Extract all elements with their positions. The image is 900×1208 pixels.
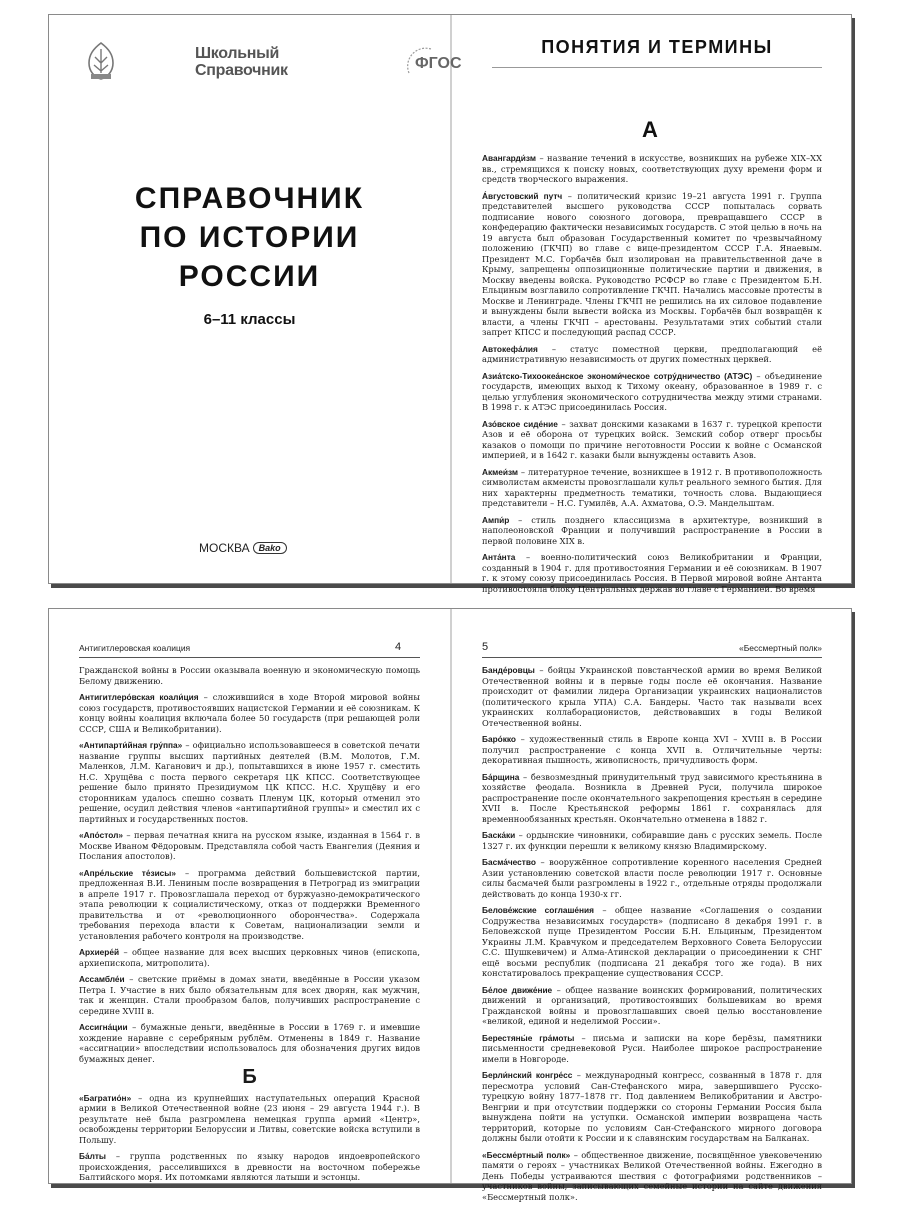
- entry-term: Акмеи́зм: [482, 466, 519, 477]
- grades-label: 6–11 классы: [203, 311, 296, 328]
- title-line-3: РОССИИ: [178, 260, 321, 293]
- entry-term: Берестяны́е гра́моты: [482, 1032, 575, 1043]
- entry-term: «Апре́льские те́зисы»: [79, 867, 176, 878]
- entry-term: «Антипарти́йная гру́ппа»: [79, 740, 183, 750]
- title-line-2: ПО ИСТОРИИ: [139, 221, 360, 254]
- entries-a: [79, 692, 420, 1064]
- book-title: [49, 179, 450, 296]
- section-heading: ПОНЯТИЯ И ТЕРМИНЫ: [492, 37, 822, 68]
- page-number: 4: [395, 641, 402, 653]
- entry-term: Ассамбле́и: [79, 974, 125, 984]
- section-letter: Б: [242, 1066, 257, 1088]
- logo-school-line2: Справочник: [195, 62, 288, 79]
- running-head: «Бессмертный полк»: [739, 643, 822, 653]
- entry-definition: – первая печатная книга на русском языке, изданная в 1564 г. в Москве Иваном Фёдоровым. Представляла собой часть Евангелия (Деяния и Послания апостолов).: [79, 830, 420, 861]
- top-spread: [48, 14, 852, 594]
- entry-term: Антигитлеро́вская коали́ция: [79, 692, 199, 702]
- entry-definition: – группа родственных по языку народов индоевропейского происхождения, расселившихся в древности на восточном побережье Балтийского моря. Их потомками являются латыши и эстонцы.: [79, 1151, 420, 1182]
- entry-term: Автокефа́лия: [482, 343, 538, 354]
- glossary-entry: [482, 985, 822, 1027]
- entry-definition: – название течений в искусстве, возникших на рубеже XIX–XX вв., стремящихся к поиску новых, соответствующих духу времени форм и средств творческого выражения.: [482, 153, 822, 184]
- entry-definition: – официально использовавшееся в советской печати название группы высших партийных деятелей (В.М. Молотов, Г.М. Маленков, Л.М. Каганович и др.), попытавшихся в июне 1957 г. сместить Н.С. Хрущёва с поста первого секретаря ЦК КПСС. Соответствующее решение было принято Президиумом ЦК КПСС. Н.С. Хрущёву и его сторонникам удалось спешно созвать Пленум ЦК, который отменил это решение, осудил действия членов «антипартийной группы» и сместил их с партийных и государственных постов.: [79, 740, 420, 824]
- section-letter: А: [642, 117, 658, 142]
- entry-definition: – художественный стиль в Европе конца XVI – XVIII в. В России получил распространение с конца XVII в. Отличительные черты: декоративная пышность, живописность, причудливость форм.: [482, 734, 822, 765]
- entries-list: [79, 665, 420, 1189]
- glossary-entry: [482, 515, 822, 547]
- entry-definition: – программа действий большевистской партии, предложенная В.И. Лениным после возвращения в Петроград из эмиграции в апреле 1917 г. Провозглашала переход от буржуазно-демократического этапа революции к социалистическому, отказ от поддержки Временного правительства и от «революционного оборончества». Содержала требования перехода власти к Советам, национализации земли и установления рабочего контроля на производстве.: [79, 867, 420, 941]
- title-line-1: СПРАВОЧНИК: [134, 182, 365, 215]
- entry-definition: – общее название воинских формирований, политических движений и организаций, противостоявших большевикам во время Гражданской войны и провозглашавших своей целью восстановление «великой, единой и неделимой России».: [482, 984, 822, 1026]
- entry-term: Ампи́р: [482, 514, 510, 525]
- entry-definition: – сложившийся в ходе Второй мировой войны союз государств, противостоявших нацистской Германии и её союзникам. К концу войны коалиция включала более 50 государств (при решающей роли СССР, США и Великобритании).: [79, 692, 420, 734]
- entry-term: Бе́лое движе́ние: [482, 984, 553, 995]
- glossary-entry: [79, 947, 420, 968]
- publisher: [199, 541, 287, 555]
- entry-definition: – вооружённое сопротивление коренного населения Средней Азии установлению советской власти после революции 1917 г. Основные силы басмачей были разгромлены в 1922 г., отдельные отряды продолжали действовать до конца 1930-х гг.: [482, 857, 822, 899]
- entry-definition: – статус поместной церкви, предполагающий её административную независимость от других поместных церквей.: [482, 343, 822, 364]
- continuation-text: Гражданской войны в России оказывала военную и экономическую помощь Белому движению.: [79, 665, 420, 686]
- glossary-entry: [482, 1150, 822, 1203]
- terms-page: [452, 15, 852, 594]
- entry-term: Ба́рщина: [482, 771, 520, 782]
- entry-definition: – политический кризис 19–21 августа 1991 г. Группа представителей высшего руководства СССР попыталась сорвать подписание нового союзного договора, превращавшего СССР в конфедерацию фактически независимых государств. С этой целью в ночь на 19 августа был образован Государственный комитет по чрезвычайному положению (ГКЧП) во главе с вице-президентом СССР Г.А. Янаевым. Президент М.С. Горбачёв был изолирован на правительственной даче в Крыму, запрещены оппозиционные политические партии и движения, в Москву введены войска. Руководство РСФСР во главе с Президентом Б.Н. Ельциным возглавило сопротивление ГКЧП. Начались массовые протесты в Москве и Ленинграде. Члены ГКЧП не решились на их силовое подавление и вынуждены были вывести войска из Москвы. Горбачёв был возвращён к власти, а члены ГКЧП – арестованы. Результатами этих событий стали запрет КПСС и последующий распад СССР.: [482, 190, 823, 337]
- entry-definition: – письма и записки на коре берёзы, памятники письменности средневековой Руси. Наиболее широкое распространение имели в Новгороде.: [482, 1032, 822, 1064]
- entry-definition: – общественное движение, посвящённое увековечению памяти о героях – участниках Великой Отечественной войны. Ежегодно в День Победы устраиваются шествия с фотографиями родственников – участников войны, записывающих семейные истории на сайте движения «Бессмертный полк».: [482, 1149, 823, 1202]
- glossary-entry: [79, 974, 420, 1016]
- entry-term: Банде́ровцы: [482, 665, 535, 675]
- entry-term: Авангарди́зм: [482, 153, 536, 163]
- cover-page: [49, 15, 462, 583]
- entry-definition: – военно-политический союз Великобритании и Франции, созданный в 1904 г. для противостояния Германии и её союзникам. В 1907 г. к этому союзу присоединилась Россия. В Первой мировой войне Антанта противостояла блоку Центральных держав во главе с Германией. Во время: [482, 552, 822, 594]
- glossary-entry: [482, 1033, 822, 1065]
- entry-term: Белове́жские соглаше́ния: [482, 905, 594, 915]
- bottom-spread: [48, 608, 852, 1202]
- entries-b: [79, 1093, 420, 1183]
- running-head-rule: [482, 657, 822, 658]
- entry-definition: – общее название «Соглашения о создании Содружества независимых государств» (подписано 8 декабря 1991 г. в Беловежской пуще Президентом России Б.Н. Ельциным, Президентом Украины Л.М. Кравчуком и председателем Верховного Совета Белоруссии С.С. Шушкевичем) и Алма-Атинской декларации о присоединении к СНГ ещё восьми республик (подписана 21 декабря того же года). В них констатировалось прекращение существования СССР.: [482, 905, 822, 978]
- glossary-entry: [482, 1070, 822, 1144]
- entry-definition: – литературное течение, возникшее в 1912 г. В противоположность символистам акмеисты провозглашали культ реального земного бытия. Для них характерны предметность тематики, точность слова. Выдающиеся представители – Н.С. Гумилёв, А.А. Ахматова, О.Э. Мандельштам.: [482, 466, 822, 508]
- glossary-entry: [482, 419, 822, 461]
- glossary-entry: [482, 734, 822, 766]
- entry-definition: – международный конгресс, созванный в 1878 г. для пересмотра условий Сан-Стефанского мира, завершившего Русско-турецкую войну 1877–1878 гг. Под давлением Великобритании и Австро-Венгрии и при отсутствии поддержки со стороны Германии Россия была вынуждена пойти на уступки. Османской империи возвращена часть территорий, которые по условиям Сан-Стефанского мирного договора должны были отойти к России и к славянским государствам на Балканах.: [482, 1070, 822, 1143]
- entry-term: «Багратио́н»: [79, 1092, 132, 1103]
- entries-list: [482, 153, 822, 600]
- glossary-entry: [482, 830, 822, 851]
- glossary-entry: [482, 857, 822, 899]
- glossary-entry: [482, 371, 822, 413]
- entry-term: Анта́нта: [482, 552, 516, 562]
- glossary-entry: [482, 344, 822, 365]
- entries-list: [482, 665, 822, 1208]
- entry-term: Ба́лты: [79, 1151, 106, 1161]
- entry-term: Басма́чество: [482, 857, 536, 867]
- page-4: [49, 609, 450, 1183]
- entry-definition: – стиль позднего классицизма в архитектуре, возникший в наполеоновской Франции и получивший распространение в России в первой половине XIX в.: [482, 514, 822, 546]
- glossary-entry: [482, 191, 822, 338]
- school-reference-logo: [195, 45, 288, 79]
- entry-definition: – безвозмездный принудительный труд зависимого крестьянина в хозяйстве феодала. Возникла в Древней Руси, получила широкое распространение после окончательного закрепощения крестьян в середине XVII в. После Крестьянской реформы 1861 г. сохранялась для временнообязанных крестьян. Окончательно отменена в 1882 г.: [482, 771, 822, 824]
- glossary-entry: [79, 740, 420, 824]
- entry-term: Азиа́тско-Тихоокеа́нское экономи́ческое сотру́дничество (АТЭС): [482, 370, 753, 381]
- glossary-entry: [79, 1093, 420, 1146]
- glossary-entry: [482, 772, 822, 825]
- entry-definition: – бумажные деньги, введённые в России в 1769 г. и имевшие хождение наравне с серебряным рублём. Отменены в 1849 г. Название «ассигнации» впоследствии использовалось для обозначения других видов бумажных денег.: [79, 1022, 420, 1064]
- entry-term: «Апо́стол»: [79, 830, 124, 840]
- glossary-entry: [79, 1151, 420, 1183]
- entry-term: Архиере́й: [79, 947, 120, 957]
- glossary-entry: [79, 1022, 420, 1064]
- glossary-entry: [482, 905, 822, 979]
- page-5: [452, 609, 852, 1202]
- running-head-rule: [79, 657, 420, 658]
- running-head: Антигитлеровская коалиция: [79, 643, 191, 653]
- publisher-city: МОСКВА: [199, 541, 250, 555]
- glossary-entry: [482, 467, 822, 509]
- entry-term: «Бессме́ртный полк»: [482, 1149, 571, 1160]
- fgos-logo: [401, 43, 462, 83]
- entry-term: Баска́ки: [482, 830, 516, 840]
- logo-bar: [83, 41, 462, 87]
- entry-term: Берли́нский конгре́сс: [482, 1070, 573, 1080]
- entry-term: Баро́кко: [482, 734, 516, 744]
- entry-definition: – светские приёмы в домах знати, введённые в России указом Петра I. Участие в них было обязательным для всех дворян, как мужчин, так и женщин. Стали прообразом балов, получивших распространение с середине XVIII в.: [79, 974, 420, 1016]
- entry-definition: – объединение государств, имеющих выход к Тихому океану, образованное в 1989 г. с целью углубления экономического сотрудничества между этими странами. В 1998 г. к АТЭС присоединилась Россия.: [482, 370, 822, 412]
- entry-definition: – бойцы Украинской повстанческой армии во время Великой Отечественной войны и в первые годы после её окончания. Название происходит от фамилии лидера Организации украинских националистов (политического крыла УПА) С.А. Бандеры. Часто так называли всех украинских коллаборационистов, действовавших в годы Великой Отечественной войны.: [482, 665, 822, 728]
- logo-school-line1: Школьный: [195, 45, 280, 62]
- glossary-entry: [482, 665, 822, 728]
- entry-term: Ассигна́ции: [79, 1022, 128, 1032]
- fgos-text: ФГОС: [415, 55, 462, 72]
- entry-definition: – одна из крупнейших наступательных операций Красной армии в Великой Отечественной войне (23 июня – 29 августа 1944 г.). В результате неё была разгромлена немецкая группа армий «Центр», освобождены территории Белоруссии и Литвы, советские войска вступили в Польшу.: [79, 1092, 420, 1145]
- entry-definition: – захват донскими казаками в 1637 г. турецкой крепости Азов и её оборона от турецких войск. Земский собор отверг просьбы казаков о помощи по причине неготовности России к войне с Османской империей, и в 1642 г. казаки были вынуждены оставить Азов.: [482, 418, 822, 460]
- glossary-entry: [79, 868, 420, 942]
- entry-term: А́вгустовский путч: [482, 190, 563, 201]
- emblem-icon: [83, 41, 119, 81]
- glossary-entry: [482, 153, 822, 185]
- entry-term: Азо́вское сиде́ние: [482, 418, 558, 429]
- page-number: 5: [482, 641, 489, 653]
- glossary-entry: [79, 830, 420, 862]
- entry-definition: – ордынские чиновники, собиравшие дань с русских земель. После 1327 г. их функции перешли к великому князю Владимирскому.: [482, 830, 822, 851]
- entry-definition: – общее название для всех высших церковных чинов (епископа, архиепископа, митрополита).: [79, 947, 420, 968]
- glossary-entry: [79, 692, 420, 734]
- glossary-entry: [482, 552, 822, 594]
- publisher-logo: Bako: [253, 542, 287, 554]
